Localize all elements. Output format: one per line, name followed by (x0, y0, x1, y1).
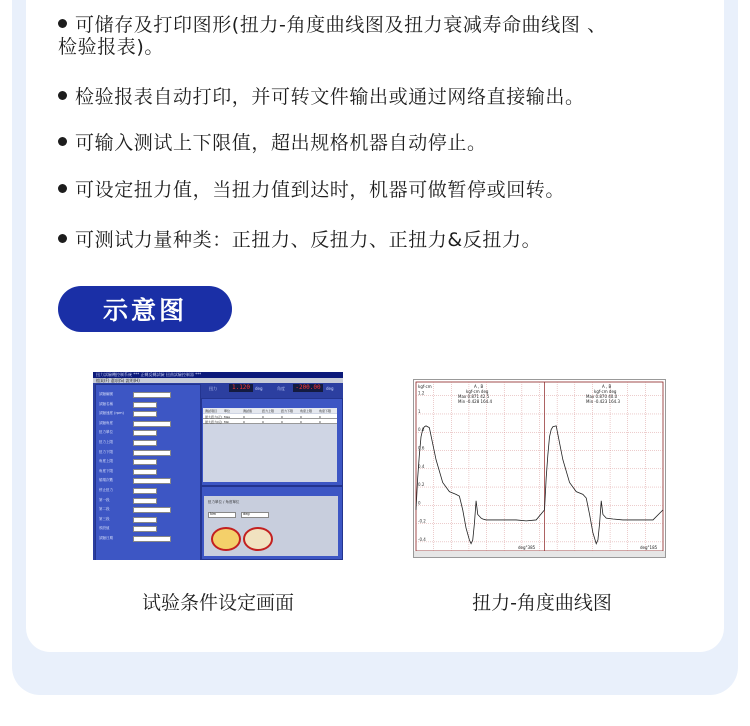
parameter-label: 預設值 (99, 526, 110, 531)
legend-text: Min -0.423 164.3 (586, 399, 620, 404)
bullet-dot (58, 184, 67, 193)
feature-text: 可储存及打印图形(扭力-角度曲线图及扭力衰减寿命曲线图 、 检验报表)。 (58, 14, 607, 58)
y-tick-label: 0.8 (418, 427, 425, 433)
y-tick-label: 0.4 (418, 463, 425, 469)
column-header: 角度下限 (319, 409, 332, 413)
parameter-input[interactable] (133, 421, 171, 427)
parameter-input[interactable] (133, 459, 157, 465)
torque-angle-chart-image (413, 379, 666, 558)
parameter-label: 試驗日期 (99, 536, 113, 540)
angle-readout: -200.00 (293, 384, 323, 392)
unit-label: deg (326, 386, 334, 391)
logo-seal-icon (211, 527, 241, 551)
parameter-input[interactable] (133, 450, 171, 456)
bullet-dot (58, 91, 67, 100)
parameter-label: 角度上限 (99, 459, 113, 464)
table-cell: 0 (243, 414, 245, 419)
table-cell: 0 (243, 419, 245, 424)
torque-angle-chart (414, 380, 665, 557)
parameter-label: 試驗名稱 (99, 401, 113, 406)
column-header: 單位 (224, 409, 231, 413)
parameter-input[interactable] (133, 440, 157, 446)
y-tick-label: 1.2 (418, 390, 425, 396)
parameter-label: 試驗角度 (99, 420, 113, 425)
feature-item-5 (58, 229, 541, 251)
parameter-label: 扭力下限 (99, 449, 113, 454)
parameter-label: 扭力上限 (99, 440, 113, 444)
figure-caption-settings: 试验条件设定画面 (141, 592, 294, 614)
table-cell: 0 (319, 414, 321, 419)
parameter-label: 試驗速度 (rpm) (99, 411, 124, 416)
legend-text: kgf·cm deg (594, 389, 617, 394)
parameter-input[interactable] (133, 536, 171, 542)
x-unit-label: deg°385 (518, 545, 536, 550)
torque-readout: 1.120 (229, 384, 253, 392)
parameter-input[interactable] (133, 507, 171, 513)
window-title: 扭力試驗機控制系統 *** 正轉反轉試驗 扭曲試驗控制器 *** (96, 372, 202, 377)
section-title-pill: 示意图 (58, 286, 232, 332)
column-header: 角度上限 (300, 409, 313, 413)
parameter-label: 停止扭力 (99, 488, 113, 492)
table-cell: 最大扭力(正) (205, 414, 223, 419)
legend-text: Max 0.871 42.5 (458, 394, 490, 399)
bullet-dot (58, 137, 67, 146)
settings-screen-image (93, 372, 343, 560)
feature-item-3 (58, 132, 487, 154)
legend-text: Min -0.428 164.4 (458, 399, 492, 404)
figure-caption-chart: 扭力-角度曲线图 (472, 592, 612, 614)
y-tick-label: 0 (418, 500, 421, 506)
parameter-label: 角度下限 (99, 468, 113, 473)
parameter-label: 第三段 (99, 516, 110, 521)
y-tick-label: -0.2 (418, 518, 426, 524)
table-cell: 0 (300, 414, 302, 419)
table-cell: 0 (262, 419, 264, 424)
unit-label: deg (255, 386, 263, 391)
feature-text: 可测试力量种类：正扭力、反扭力、正扭力&反扭力。 (75, 229, 542, 251)
status-strip (414, 551, 665, 557)
parameter-input[interactable] (133, 402, 157, 408)
parameter-input[interactable] (133, 498, 157, 504)
y-tick-label: -0.4 (418, 536, 426, 542)
column-header: 扭力下限 (281, 409, 294, 413)
parameter-input[interactable] (133, 517, 157, 523)
feature-text: 检验报表自动打印，并可转文件输出或通过网络直接输出。 (75, 86, 585, 108)
bullet-dot (58, 234, 67, 243)
parameter-input[interactable] (133, 526, 157, 532)
feature-item-1 (58, 14, 607, 58)
table-cell: 0 (262, 414, 264, 419)
logo-seal-icon (243, 527, 273, 551)
feature-item-2 (58, 86, 585, 108)
legend-text: kgf·cm deg (466, 389, 489, 394)
column-header: 扭力上限 (262, 409, 275, 413)
angle-readout-label: 角度 (277, 386, 285, 391)
parameter-input[interactable] (133, 488, 157, 494)
parameter-label: 第二段 (99, 507, 110, 512)
legend-text: A , B (474, 384, 484, 389)
y-tick-label: 1 (418, 408, 421, 414)
angle-unit-value: deg (243, 512, 250, 516)
unit-panel-title: 扭力單位 / 角度單位 (208, 500, 240, 504)
legend-text: Max 0.870 40.0 (586, 394, 618, 399)
feature-item-4 (58, 179, 565, 201)
table-cell: 0 (319, 419, 321, 424)
parameter-input[interactable] (133, 411, 157, 417)
column-header: 測試值 (243, 409, 253, 413)
torque-readout-label: 扭力 (209, 386, 217, 391)
parameter-label: 第一段 (99, 497, 110, 502)
parameter-input[interactable] (133, 469, 157, 475)
parameter-input[interactable] (133, 478, 171, 484)
feature-text: 可设定扭力值，当扭力值到达时，机器可做暂停或回转。 (75, 179, 566, 201)
x-unit-label: deg°185 (640, 545, 658, 550)
menu-text: 檔案(F) 選項(S) 說明(H) (96, 378, 140, 383)
table-cell: 0 (300, 419, 302, 424)
table-cell: 最大扭力(反) (205, 419, 223, 424)
y-axis-label: kgf·cm (418, 384, 432, 389)
table-cell: Max (224, 414, 231, 419)
parameter-label: 試驗編號 (99, 392, 113, 396)
table-cell: 0 (281, 419, 283, 424)
legend-text: A , B (602, 384, 612, 389)
parameter-label: 循環次數 (99, 478, 113, 483)
y-tick-label: 0.2 (418, 482, 425, 488)
parameter-input[interactable] (133, 430, 157, 436)
torque-unit-value: Nm (210, 512, 217, 516)
parameter-label: 扭力單位 (99, 430, 113, 435)
table-cell: Min (224, 419, 230, 424)
column-header: 測試項目 (205, 409, 218, 413)
bullet-dot (58, 19, 67, 28)
table-cell: 0 (281, 414, 283, 419)
y-tick-label: 0.6 (418, 445, 425, 451)
parameter-input[interactable] (133, 392, 171, 398)
feature-text: 可输入测试上下限值，超出规格机器自动停止。 (75, 132, 487, 154)
